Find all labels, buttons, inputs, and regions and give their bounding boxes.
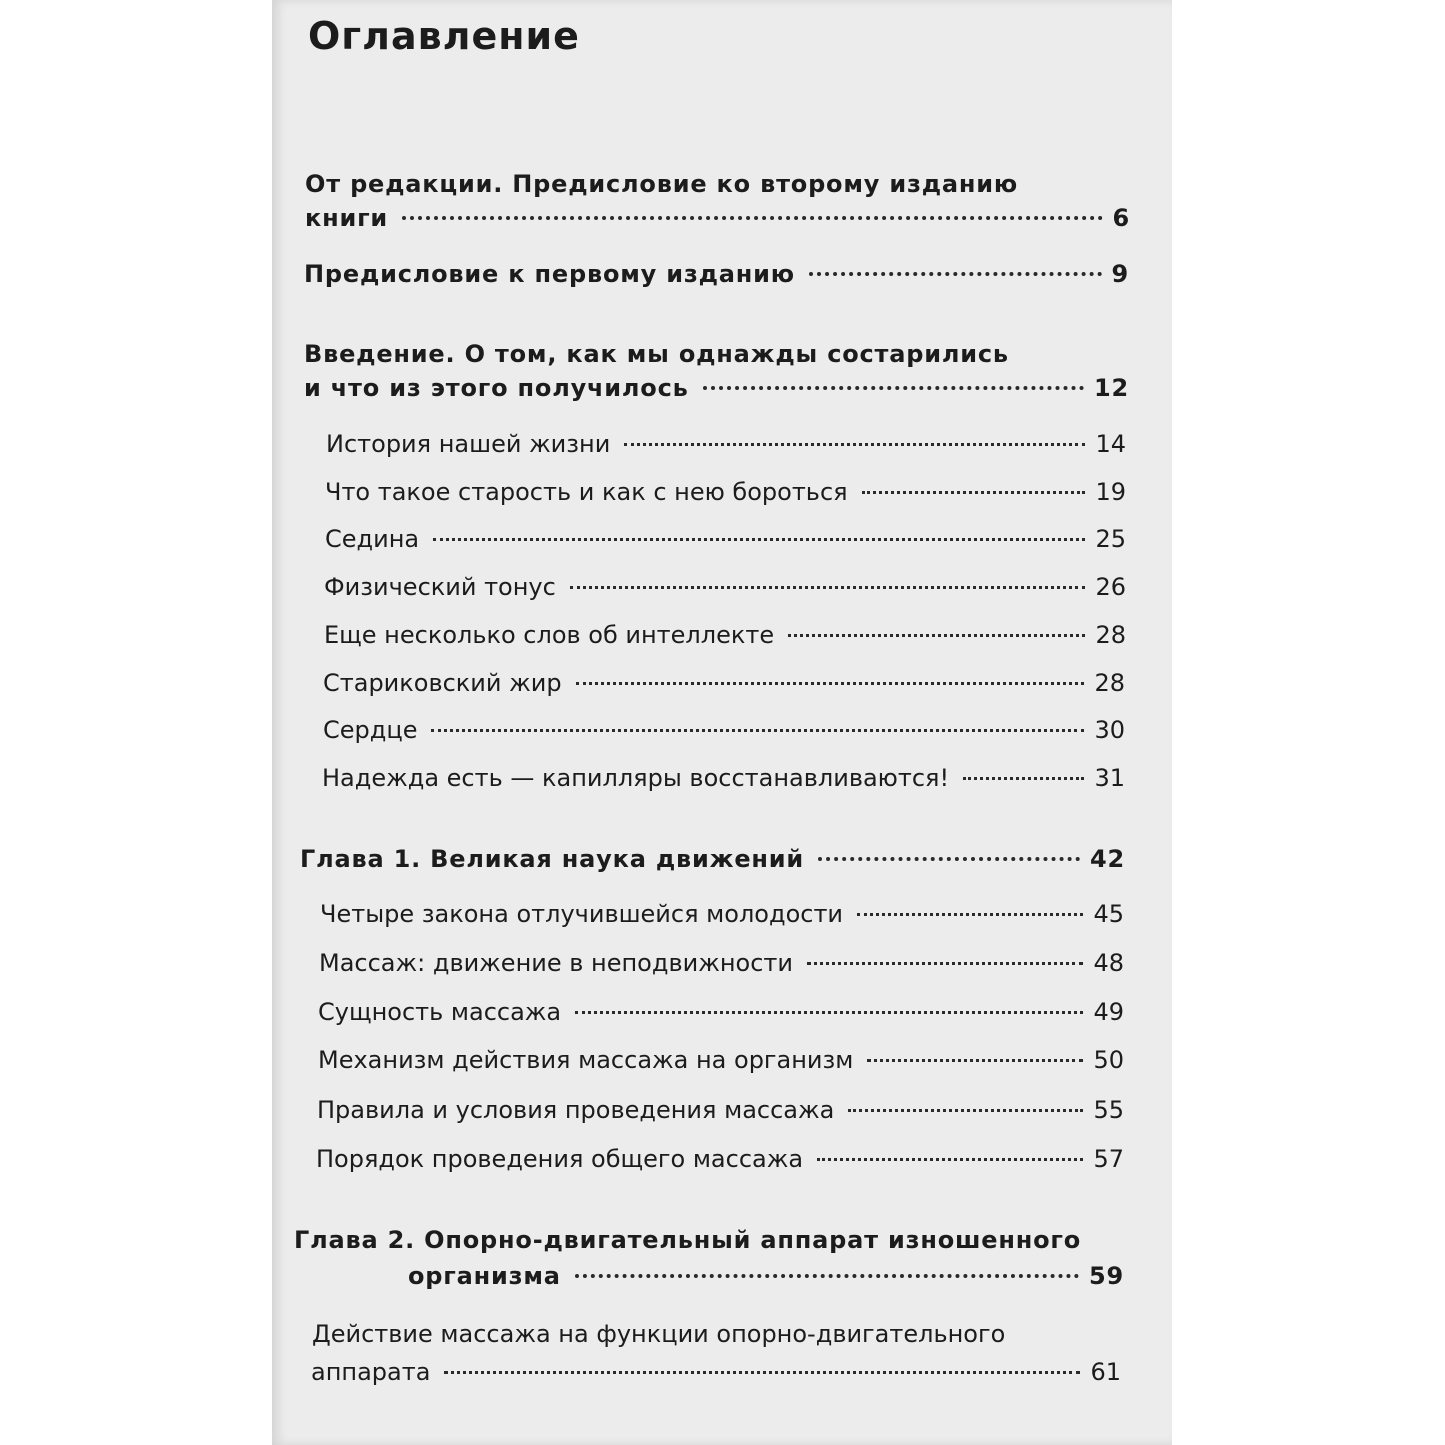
- toc-entry[interactable]: [323, 716, 1125, 744]
- toc-entry[interactable]: [300, 845, 1125, 873]
- toc-page-number: 6: [1112, 204, 1130, 232]
- toc-entry-title: Еще несколько слов об интеллекте: [324, 621, 775, 649]
- dot-leader: [818, 857, 1080, 861]
- toc-page-number: 28: [1094, 669, 1125, 697]
- toc-entry-title: Глава 1. Великая наука движений: [300, 845, 805, 873]
- toc-entry-title: Что такое старость и как с нею бороться: [325, 478, 848, 506]
- toc-entry-title: Физический тонус: [324, 573, 556, 601]
- toc-entry[interactable]: [318, 998, 1124, 1026]
- toc-page-number: 42: [1090, 845, 1125, 873]
- dot-leader: [576, 682, 1085, 685]
- toc-entry-title: Стариковский жир: [323, 669, 562, 697]
- toc-entry[interactable]: [304, 260, 1129, 288]
- toc-page-number: 45: [1093, 900, 1124, 928]
- toc-entry[interactable]: [305, 204, 1130, 232]
- toc-entry[interactable]: [318, 1046, 1124, 1074]
- toc-entry-title: аппарата: [311, 1358, 431, 1386]
- toc-entry[interactable]: [323, 669, 1125, 697]
- toc-entry-title: Сердце: [323, 716, 418, 744]
- toc-page-number: 26: [1095, 573, 1126, 601]
- dot-leader: [433, 538, 1085, 541]
- toc-entry[interactable]: [325, 478, 1126, 506]
- dot-leader: [817, 1158, 1083, 1161]
- dot-leader: [809, 272, 1102, 276]
- toc-entry-line1: Глава 2. Опорно-двигательный аппарат изношенного: [294, 1226, 1082, 1254]
- toc-entry[interactable]: [319, 949, 1124, 977]
- dot-leader: [703, 386, 1084, 390]
- toc-entry[interactable]: [326, 430, 1126, 458]
- toc-entry-title: Механизм действия массажа на организм: [318, 1046, 854, 1074]
- toc-page-number: 50: [1093, 1046, 1124, 1074]
- dot-leader: [848, 1109, 1083, 1112]
- toc-entry[interactable]: [316, 1145, 1124, 1173]
- toc-page-number: 59: [1089, 1262, 1124, 1290]
- toc-entry[interactable]: [311, 1358, 1121, 1386]
- toc-entry[interactable]: [408, 1262, 1124, 1290]
- toc-entry-title: Четыре закона отлучившейся молодости: [320, 900, 844, 928]
- toc-page-number: 9: [1111, 260, 1129, 288]
- toc-entry[interactable]: [304, 374, 1129, 402]
- toc-page-number: 48: [1093, 949, 1124, 977]
- toc-entry-title: организма: [408, 1262, 561, 1290]
- toc-entry-line1: От редакции. Предисловие ко второму изданию: [305, 170, 1019, 198]
- dot-leader: [963, 777, 1084, 780]
- toc-page-number: 28: [1095, 621, 1126, 649]
- toc-entry[interactable]: [324, 621, 1126, 649]
- toc-entry[interactable]: [325, 525, 1126, 553]
- dot-leader: [444, 1371, 1080, 1374]
- dot-leader: [624, 443, 1085, 446]
- toc-page-number: 25: [1095, 525, 1126, 553]
- dot-leader: [575, 1011, 1083, 1014]
- dot-leader: [862, 491, 1086, 494]
- toc-entry-title: Седина: [325, 525, 420, 553]
- toc-entry-title: Массаж: движение в неподвижности: [319, 949, 793, 977]
- toc-page-number: 19: [1095, 478, 1126, 506]
- toc-page-number: 31: [1094, 764, 1125, 792]
- dot-leader: [857, 913, 1083, 916]
- toc-page-number: 14: [1095, 430, 1126, 458]
- toc-entry-title: История нашей жизни: [326, 430, 611, 458]
- toc-page-number: 57: [1093, 1145, 1124, 1173]
- toc-entry-title: и что из этого получилось: [304, 374, 689, 402]
- dot-leader: [867, 1059, 1083, 1062]
- dot-leader: [788, 634, 1085, 637]
- toc-entry[interactable]: [320, 900, 1124, 928]
- toc-page-number: 30: [1094, 716, 1125, 744]
- dot-leader: [570, 586, 1086, 589]
- toc-entry-title: книги: [305, 204, 389, 232]
- toc-page-number: 61: [1090, 1358, 1121, 1386]
- toc-entry[interactable]: [324, 573, 1126, 601]
- toc-entry-title: Предисловие к первому изданию: [304, 260, 795, 288]
- toc-entry-title: Порядок проведения общего массажа: [316, 1145, 804, 1173]
- dot-leader: [807, 962, 1083, 965]
- dot-leader: [575, 1274, 1079, 1278]
- toc-entry-title: Надежда есть — капилляры восстанавливаются!: [322, 764, 950, 792]
- toc-page-number: 55: [1093, 1096, 1124, 1124]
- toc-entry-line1: Введение. О том, как мы однажды состарились: [304, 340, 1009, 368]
- toc-entry-line1: Действие массажа на функции опорно-двигательного: [312, 1320, 1006, 1348]
- page-title: Оглавление: [308, 14, 580, 58]
- dot-leader: [402, 216, 1102, 220]
- dot-leader: [431, 729, 1084, 732]
- toc-page-number: 12: [1094, 374, 1129, 402]
- toc-entry[interactable]: [322, 764, 1125, 792]
- toc-entry-title: Сущность массажа: [318, 998, 562, 1026]
- toc-page-number: 49: [1093, 998, 1124, 1026]
- toc-entry-title: Правила и условия проведения массажа: [317, 1096, 835, 1124]
- toc-entry[interactable]: [317, 1096, 1124, 1124]
